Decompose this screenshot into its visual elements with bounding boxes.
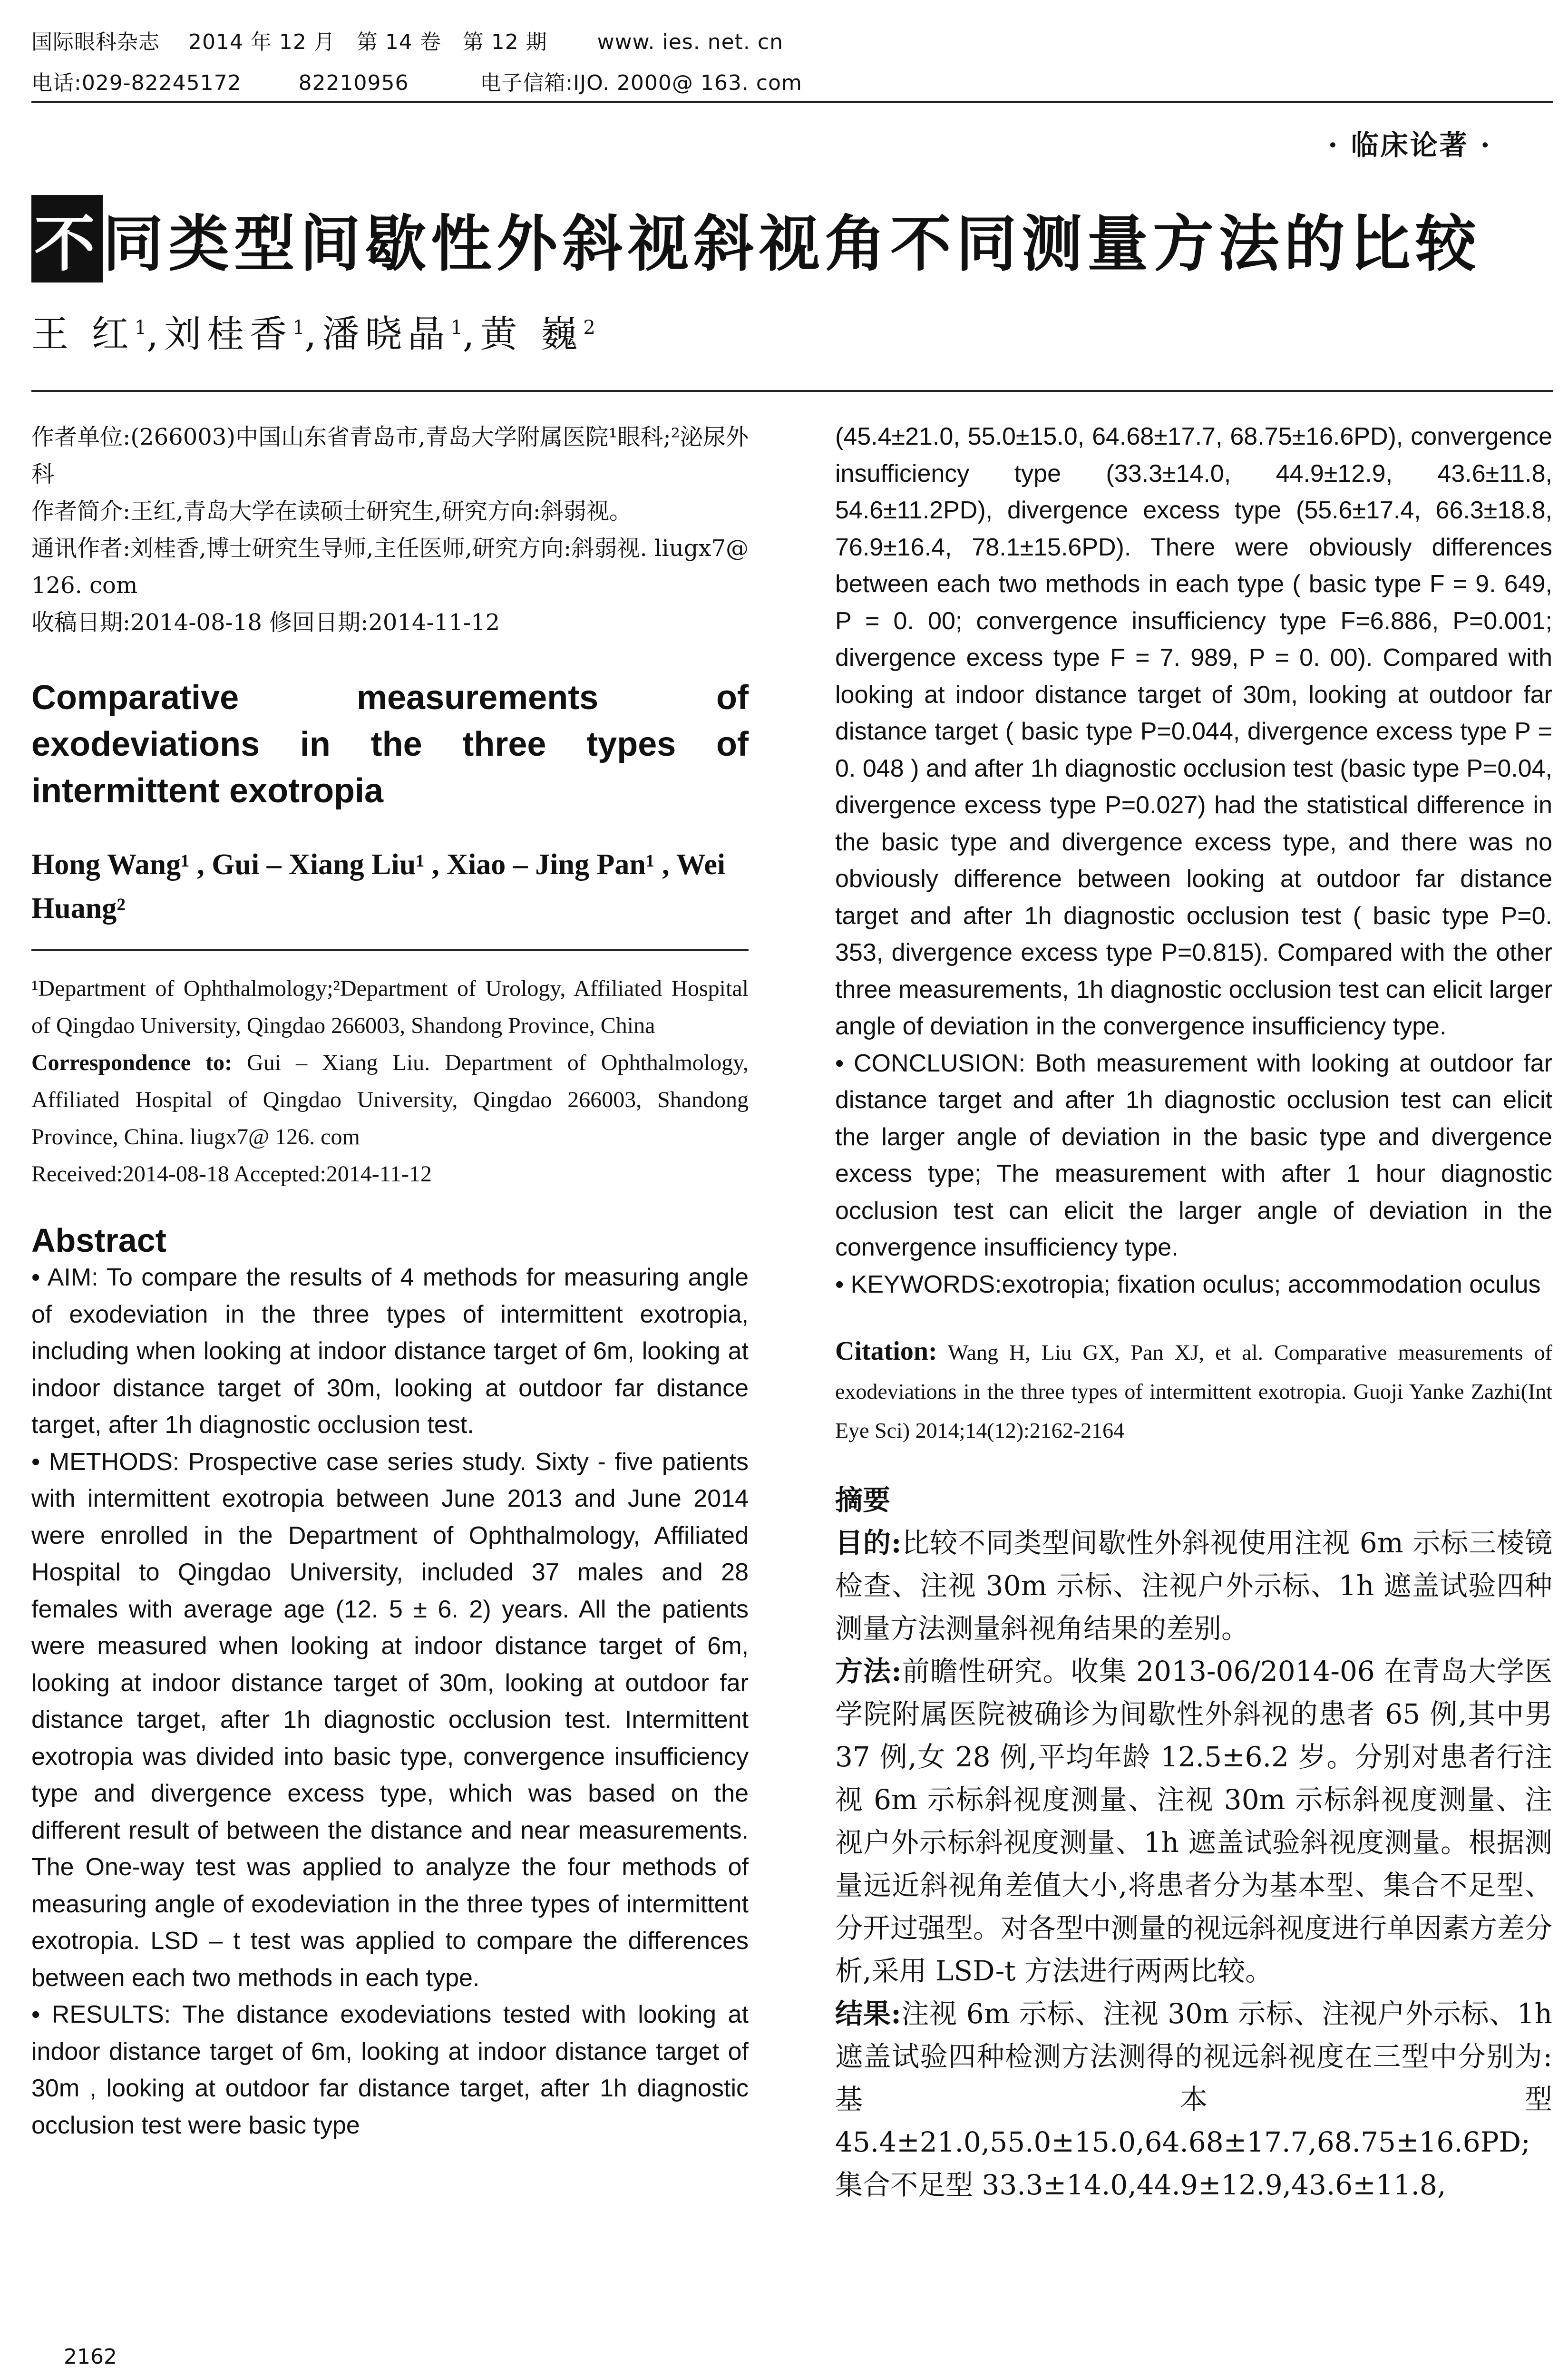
- article-title: [31, 195, 1481, 283]
- author-cn-4: 黄 巍: [480, 313, 584, 356]
- dates-cn: 收稿日期:2014-08-18 修回日期:2014-11-12: [31, 609, 500, 636]
- received-accepted: Received:2014-08-18 Accepted:2014-11-12: [31, 1161, 432, 1187]
- citation: Citation: Wang H, Liu GX, Pan XJ, et al. Comparative measurements of exodeviations in the three types of intermittent exotropia. Guoji Yanke Zazhi(Int Eye Sci) 2014;14(12):2162-2164: [835, 1336, 1552, 1442]
- abstract-heading: Abstract: [31, 1222, 166, 1259]
- abstract-results-cont: (45.4±21.0, 55.0±15.0, 64.68±17.7, 68.75±16.6PD), convergence insufficiency type (33.3±14.0, 44.9±12.9, 43.6±11.8, 54.6±11.2PD), divergence excess type (55.6±17.4, 66.3±18.8, 76.9±16.4, 78.1±15.6PD). There were obviously differences between each two methods in each type ( basic type F = 9. 649, P = 0. 00; convergence insufficiency type F=6.886, P=0.001; divergence excess type F = 7. 989, P = 0. 00). Compared with looking at indoor distance target of 30m, looking at outdoor far distance target ( basic type P=0.044, divergence excess type P = 0. 048 ) and after 1h diagnostic occlusion test (basic type P=0.04, divergence excess type P=0.027) had the statistical difference in the basic type and divergence excess type, and there was no obviously difference between looking at outdoor far distance target and after 1h diagnostic occlusion test ( basic type P=0. 353, divergence excess type P=0.815). Compared with the other three measurements, 1h diagnostic occlusion test can elicit larger angle of deviation in the convergence insufficiency type.: [835, 423, 1552, 1040]
- zh-results: 结果:注视 6m 示标、注视 30m 示标、注视户外示标、1h 遮盖试验四种检测方法测得的视远斜视度在三型中分别为:基本型 45.4±21.0,55.0±15.0,64.68±17.7,68.75±16.6PD;集合不足型 33.3±14.0,44.9±12.9,43.6±11.8,: [835, 1997, 1552, 2201]
- abstract-aim: • AIM: To compare the results of 4 methods for measuring angle of exodeviation in the three types of intermittent exotropia, including when looking at indoor distance target of 6m, looking at indoor distance target of 30m, looking at outdoor far distance target, after 1h diagnostic occlusion test.: [31, 1264, 749, 1439]
- journal-header-line1: 国际眼科杂志 2014 年 12 月 第 14 卷 第 12 期 www. ies. net. cn: [31, 30, 783, 54]
- zh-aim: 目的:比较不同类型间歇性外斜视使用注视 6m 示标三棱镜检查、注视 30m 示标、注视户外示标、1h 遮盖试验四种测量方法测量斜视角结果的差别。: [835, 1527, 1552, 1645]
- author-cn-1: 王 红: [31, 313, 135, 356]
- title-rest: 同类型间歇性外斜视斜视角不同测量方法的比较: [103, 208, 1481, 280]
- journal-header-line2: 电话:029-82245172 82210956 电子信箱:IJO. 2000@ 163. com: [31, 71, 802, 95]
- zh-methods: 方法:前瞻性研究。收集 2013-06/2014-06 在青岛大学医学院附属医院被确诊为间歇性外斜视的患者 65 例,其中男 37 例,女 28 例,平均年龄 12.5±6.2 岁。分别对患者行注视 6m 示标斜视度测量、注视 30m 示标斜视度测量、注视户外示标斜视度测量、1h 遮盖试验斜视度测量。根据测量远近斜视角差值大小,将患者分为基本型、集合不足型、分开过强型。对各型中测量的视远斜视度进行单因素方差分析,采用 LSD-t 方法进行两两比较。: [835, 1655, 1553, 1987]
- zh-abstract-heading: 摘要: [835, 1484, 891, 1516]
- section-tag: · 临床论著 ·: [1328, 129, 1492, 161]
- abstract-keywords: • KEYWORDS:exotropia; fixation oculus; accommodation oculus: [835, 1270, 1541, 1298]
- abstract-methods: • METHODS: Prospective case series study. Sixty - five patients with intermittent exotropia between June 2013 and June 2014 were enrolled in the Department of Ophthalmology, Affiliated Hospital to Qingdao University, included 37 males and 28 females with average age (12. 5 ± 6. 2) years. All the patients were measured when looking at indoor distance target of 6m, looking at indoor distance target of 30m, looking at outdoor far distance target, after 1h diagnostic occlusion test. Intermittent exotropia was divided into basic type, convergence insufficiency type and divergence excess type, which was based on the different result of between the distance and near measurements. The One-way test was applied to analyze the four methods of measuring angle of exodeviation in the three types of intermittent exotropia. LSD – t test was applied to compare the differences between each two methods in each type.: [31, 1448, 749, 1992]
- author-unit: 作者单位:(266003)中国山东省青岛市,青岛大学附属医院¹眼科;²泌尿外科: [31, 424, 749, 487]
- left-column: [31, 419, 749, 2144]
- title-first-char: 不: [31, 195, 103, 283]
- author-cn-3: 潘晓晶: [322, 313, 451, 356]
- authors-cn: 王 红$^1$,刘桂香$^1$,潘晓晶$^1$,黄 巍$^2$: [31, 313, 595, 356]
- header-rule: [31, 101, 1553, 103]
- english-authors: Hong Wang¹ , Gui – Xiang Liu¹ , Xiao – Jing Pan¹ , Wei Huang²: [31, 848, 726, 925]
- correspondence-en: Correspondence to: Gui – Xiang Liu. Department of Ophthalmology, Affiliated Hospital of Qingdao University, Qingdao 266003, Shandong Province, China. liugx7@ 126. com: [31, 1050, 749, 1150]
- authors-rule: [31, 390, 1553, 392]
- page-number: 2162: [64, 2345, 117, 2369]
- abstract-conclusion: • CONCLUSION: Both measurement with looking at outdoor far distance target and after 1h diagnostic occlusion test can elicit the larger angle of deviation in the basic type and divergence excess type; The measurement with after 1 hour diagnostic occlusion test can elicit the larger angle of deviation in the convergence insufficiency type.: [835, 1049, 1552, 1261]
- right-column: [835, 419, 1552, 2206]
- corresponding-author-cn: 通讯作者:刘桂香,博士研究生导师,主任医师,研究方向:斜弱视. liugx7@ 126. com: [31, 535, 749, 599]
- author-intro: 作者简介:王红,青岛大学在读硕士研究生,研究方向:斜弱视。: [31, 498, 632, 525]
- abstract-results: • RESULTS: The distance exodeviations tested with looking at indoor distance target of 6m, looking at indoor distance target of 30m , looking at outdoor far distance target, after 1h diagnostic occlusion test were basic type: [31, 2001, 749, 2139]
- affiliation-rule: [31, 930, 749, 951]
- english-title: Comparative measurements of exodeviations in the three types of intermittent exotropia: [31, 679, 749, 810]
- affiliation-en: ¹Department of Ophthalmology;²Department of Urology, Affiliated Hospital of Qingdao University, Qingdao 266003, Shandong Province, China: [31, 976, 749, 1038]
- author-cn-2: 刘桂香: [164, 313, 293, 356]
